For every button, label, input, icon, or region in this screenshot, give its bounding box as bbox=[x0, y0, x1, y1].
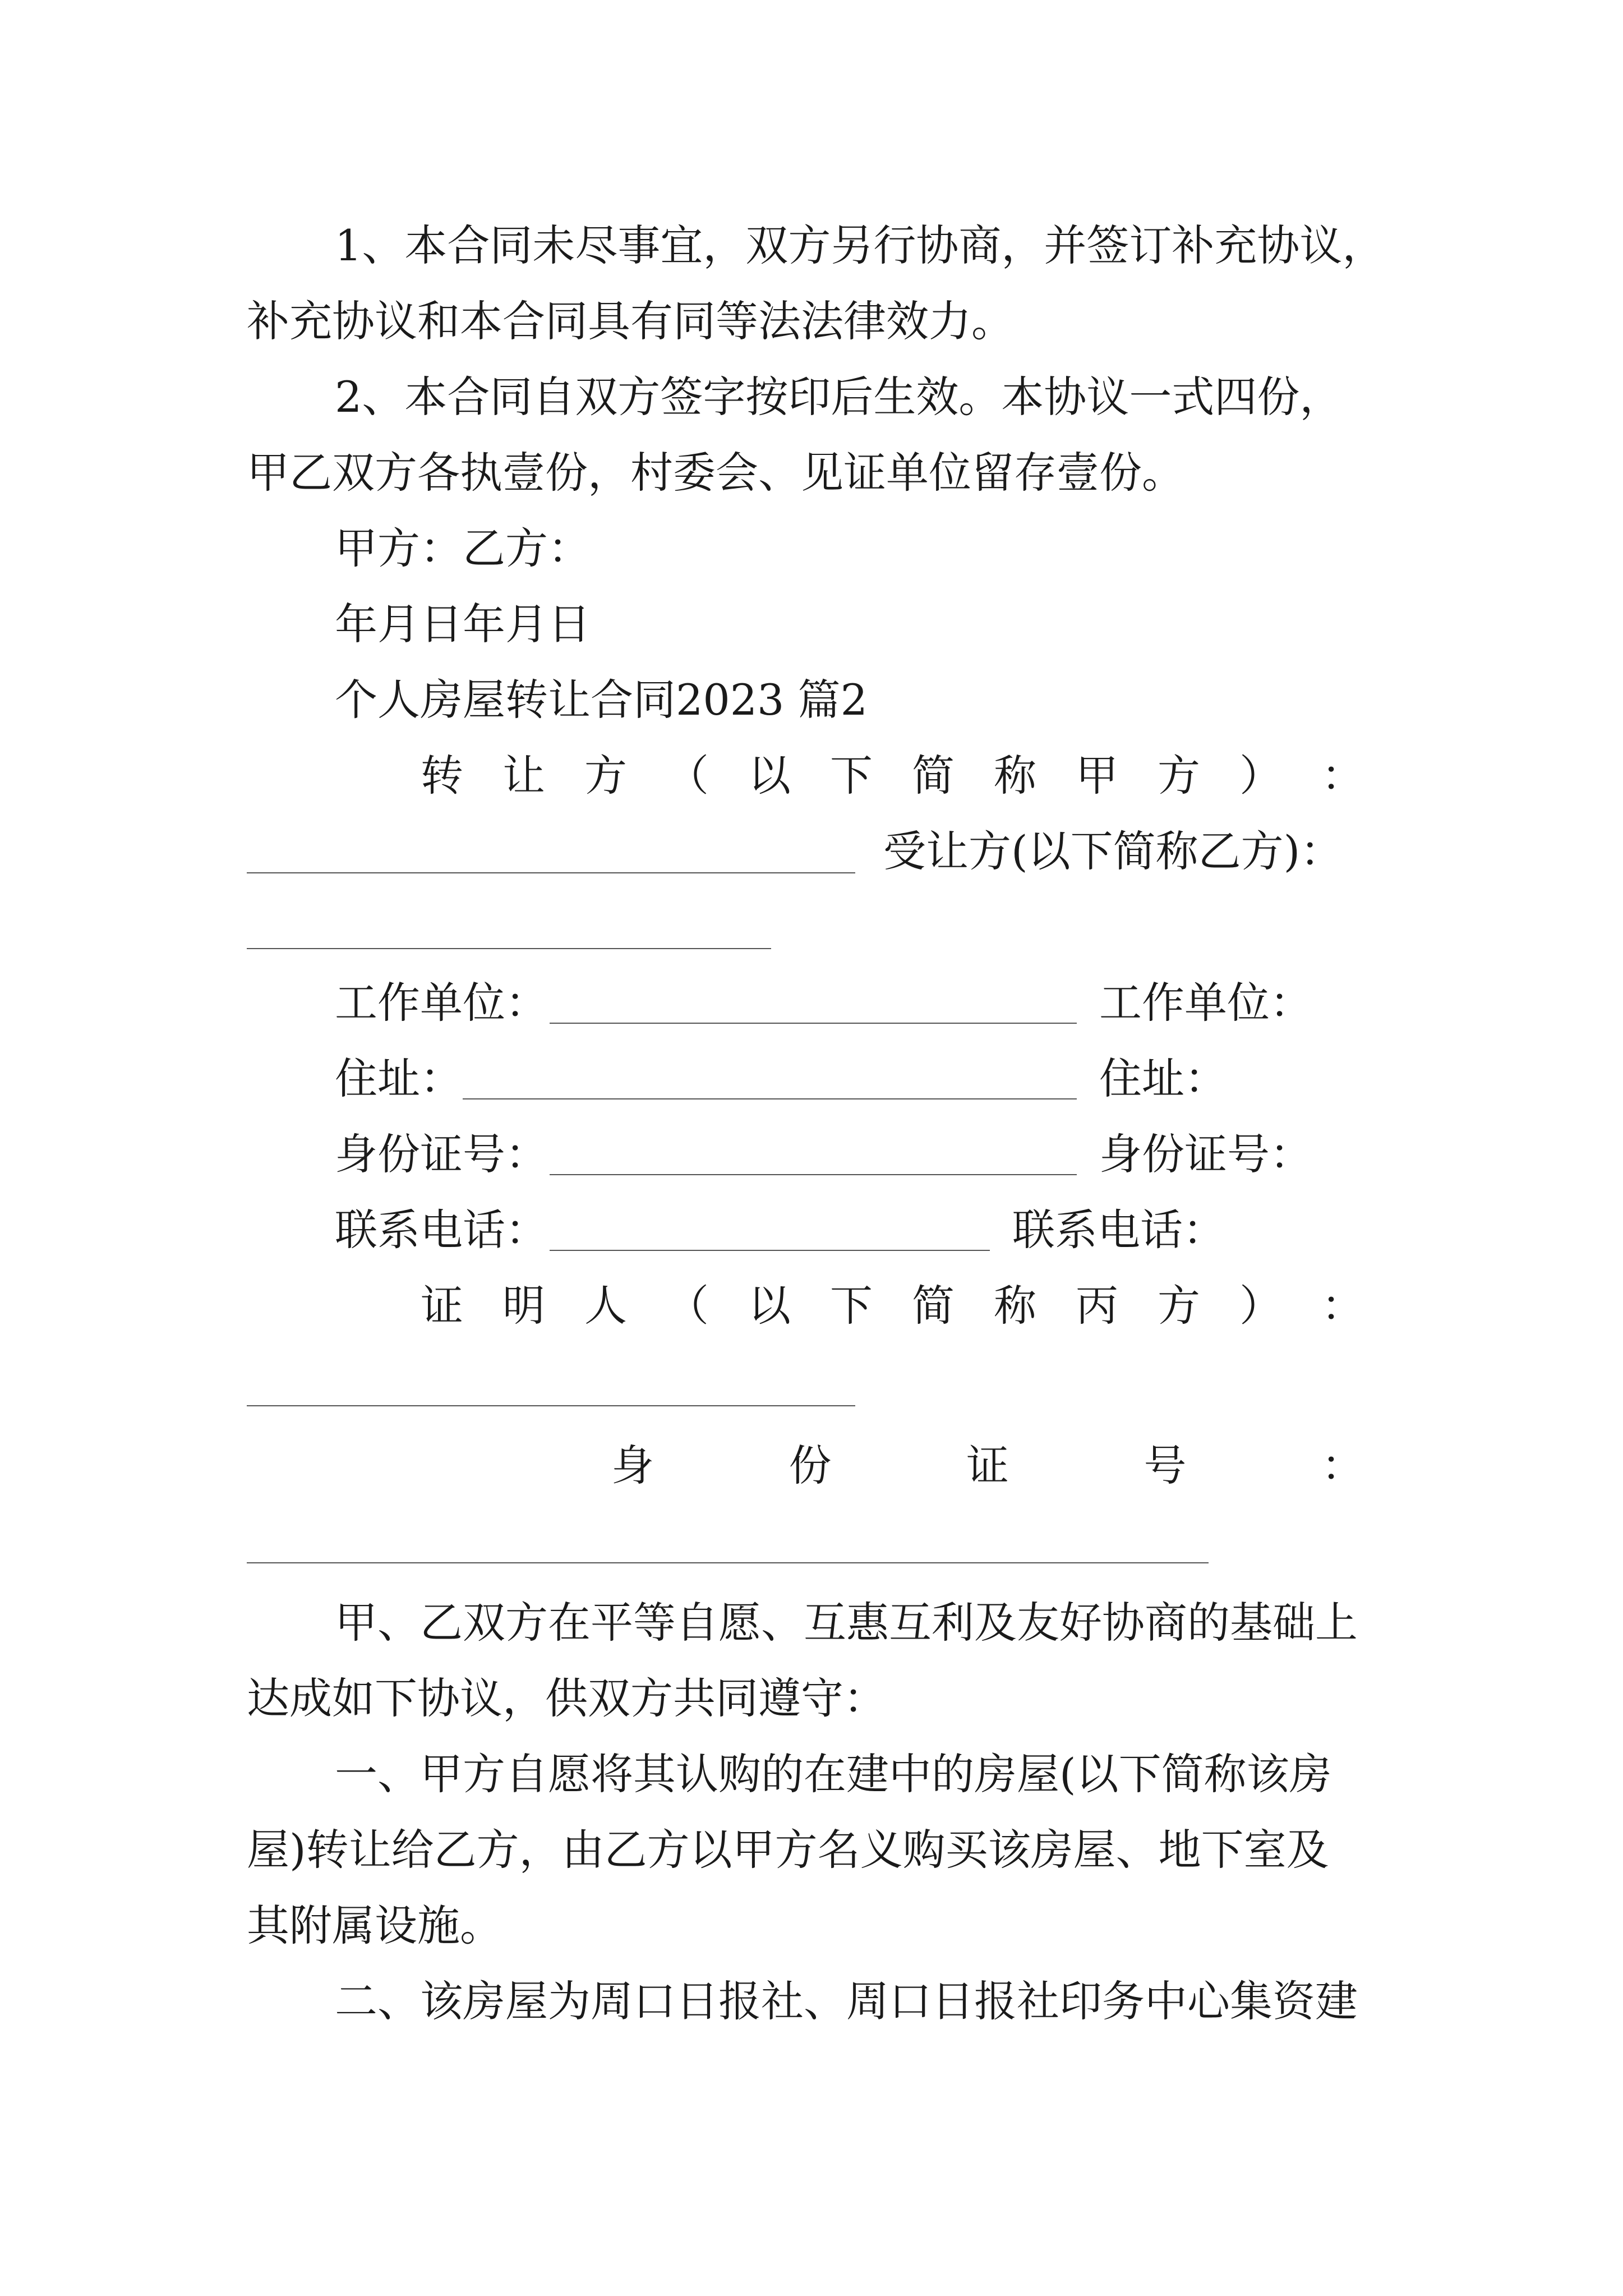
transferee-phone-label: 联系电话： bbox=[1012, 1205, 1225, 1255]
article-2-line-1: 二、该房屋为周口日报社、周口日报社印务中心集资建 bbox=[335, 1976, 1358, 2026]
witness-char: 下 bbox=[830, 1281, 873, 1331]
clause-2-line-1: 2、本合同自双方签字按印后生效。本协议一式四份， bbox=[335, 372, 1343, 422]
witness-char: ） bbox=[1239, 1281, 1282, 1331]
witness-id-char: 号 bbox=[1144, 1441, 1187, 1490]
transferor-char: 下 bbox=[830, 751, 873, 800]
transferor-phone-blank[interactable] bbox=[550, 1250, 990, 1251]
witness-name-blank[interactable] bbox=[247, 1405, 855, 1406]
transferor-char: 称 bbox=[994, 751, 1036, 800]
witness-char: 人 bbox=[584, 1281, 627, 1331]
witness-id-blank[interactable] bbox=[247, 1562, 1209, 1563]
transferor-char: ： bbox=[1321, 751, 1364, 800]
witness-char: 证 bbox=[421, 1281, 463, 1331]
transferee-address-label: 住址： bbox=[1099, 1053, 1227, 1103]
transferor-name-blank[interactable] bbox=[247, 872, 855, 873]
witness-char: （ bbox=[666, 1281, 709, 1331]
transferee-name-blank[interactable] bbox=[247, 948, 771, 949]
transferor-char: 让 bbox=[502, 751, 545, 800]
transferor-address-label: 住址： bbox=[335, 1053, 463, 1103]
clause-2-line-2: 甲乙双方各执壹份，村委会、见证单位留存壹份。 bbox=[247, 448, 1184, 498]
witness-char: 明 bbox=[502, 1281, 545, 1331]
transferor-address-blank[interactable] bbox=[463, 1098, 1077, 1099]
transferor-char: ） bbox=[1239, 751, 1282, 800]
transferor-char: 甲 bbox=[1076, 751, 1118, 800]
transferor-char: 方 bbox=[584, 751, 627, 800]
witness-char: 以 bbox=[748, 1281, 791, 1331]
witness-char: 方 bbox=[1158, 1281, 1200, 1331]
witness-char: 称 bbox=[994, 1281, 1036, 1331]
transferor-id-label: 身份证号： bbox=[335, 1129, 548, 1179]
witness-id-char: ： bbox=[1321, 1441, 1364, 1490]
agreement-intro-line-1: 甲、乙双方在平等自愿、互惠互利及友好协商的基础上 bbox=[335, 1598, 1358, 1648]
transferor-char: 转 bbox=[421, 751, 463, 800]
transferee-work-unit-label: 工作单位： bbox=[1099, 978, 1312, 1028]
witness-id-label bbox=[611, 1441, 1364, 1490]
signature-dates: 年月日年月日 bbox=[335, 599, 591, 649]
witness-char: 丙 bbox=[1076, 1281, 1118, 1331]
witness-char: 简 bbox=[912, 1281, 955, 1331]
witness-id-char: 证 bbox=[966, 1441, 1009, 1490]
section-title: 个人房屋转让合同2023 篇2 bbox=[335, 675, 868, 725]
witness-char: ： bbox=[1321, 1281, 1364, 1331]
clause-1-line-1: 1、本合同未尽事宜，双方另行协商，并签订补充协议， bbox=[335, 220, 1385, 270]
transferor-label bbox=[421, 751, 1364, 800]
transferor-work-unit-label: 工作单位： bbox=[335, 978, 548, 1028]
transferor-phone-label: 联系电话： bbox=[335, 1205, 548, 1255]
witness-id-char: 份 bbox=[789, 1441, 832, 1490]
article-1-line-2: 屋)转让给乙方，由乙方以甲方名义购买该房屋、地下室及 bbox=[247, 1825, 1329, 1875]
transferor-char: 以 bbox=[748, 751, 791, 800]
transferor-char: 方 bbox=[1158, 751, 1200, 800]
transferor-char: （ bbox=[666, 751, 709, 800]
transferor-work-unit-blank[interactable] bbox=[550, 1023, 1077, 1024]
clause-1-line-2: 补充协议和本合同具有同等法法律效力。 bbox=[247, 296, 1014, 346]
transferor-char: 简 bbox=[912, 751, 955, 800]
transferee-id-label: 身份证号： bbox=[1099, 1129, 1312, 1179]
agreement-intro-line-2: 达成如下协议，供双方共同遵守： bbox=[247, 1673, 886, 1723]
transferee-label: 受让方(以下简称乙方)： bbox=[883, 826, 1343, 876]
transferor-id-blank[interactable] bbox=[550, 1174, 1077, 1175]
witness-label bbox=[421, 1281, 1364, 1331]
article-1-line-1: 一、甲方自愿将其认购的在建中的房屋(以下简称该房 bbox=[335, 1749, 1332, 1799]
article-1-line-3: 其附属设施。 bbox=[247, 1901, 502, 1950]
witness-id-char: 身 bbox=[611, 1441, 654, 1490]
signature-parties: 甲方：乙方： bbox=[335, 523, 591, 573]
